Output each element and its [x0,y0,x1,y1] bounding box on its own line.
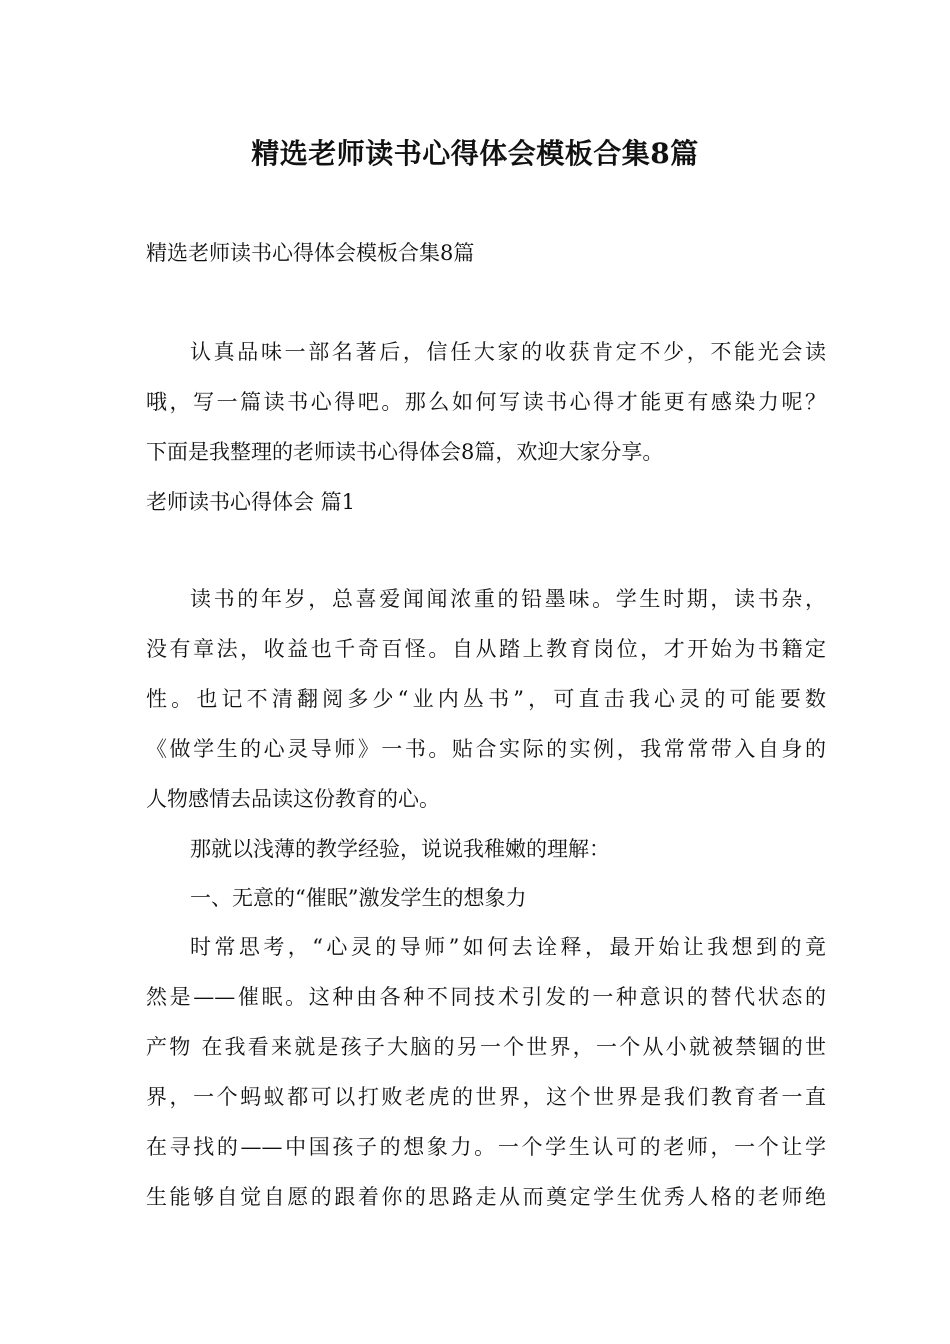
paragraph-line: 在寻找的——中国孩子的想象力。一个学生认可的老师，一个让学 [146,1135,826,1159]
paragraph-line: 然是——催眠。这种由各种不同技术引发的一种意识的替代状态的 [146,985,826,1009]
intro-line: 认真品味一部名著后，信任大家的收获肯定不少，不能光会读 [190,340,826,364]
paragraph-line: 生能够自觉自愿的跟着你的思路走从而奠定学生优秀人格的老师绝 [146,1185,826,1209]
paragraph-line: 人物感情去品读这份教育的心。 [146,787,440,811]
paragraph-line: 产物 在我看来就是孩子大脑的另一个世界，一个从小就被禁锢的世 [146,1035,826,1059]
paragraph-line: 时常思考，“心灵的导师”如何去诠释，最开始让我想到的竟 [190,935,826,959]
section-heading: 老师读书心得体会 篇1 [146,490,356,514]
paragraph-line: 性。也记不清翻阅多少“业内丛书”，可直击我心灵的可能要数 [146,687,826,711]
document-subtitle: 精选老师读书心得体会模板合集8篇 [146,241,475,265]
paragraph-line: 界，一个蚂蚁都可以打败老虎的世界，这个世界是我们教育者一直 [146,1085,826,1109]
intro-line: 哦，写一篇读书心得吧。那么如何写读书心得才能更有感染力呢？ [146,390,826,414]
paragraph-line: 读书的年岁，总喜爱闻闻浓重的铅墨味。学生时期，读书杂， [190,587,826,611]
paragraph-line: 那就以浅薄的教学经验，说说我稚嫩的理解： [190,837,610,861]
paragraph-line: 没有章法，收益也千奇百怪。自从踏上教育岗位，才开始为书籍定 [146,637,826,661]
paragraph-line: 《做学生的心灵导师》一书。贴合实际的实例，我常常带入自身的 [146,737,826,761]
subheading: 一、无意的“催眠”激发学生的想象力 [190,886,527,910]
document-title: 精选老师读书心得体会模板合集8篇 [251,137,699,170]
intro-line: 下面是我整理的老师读书心得体会8篇，欢迎大家分享。 [146,440,664,464]
